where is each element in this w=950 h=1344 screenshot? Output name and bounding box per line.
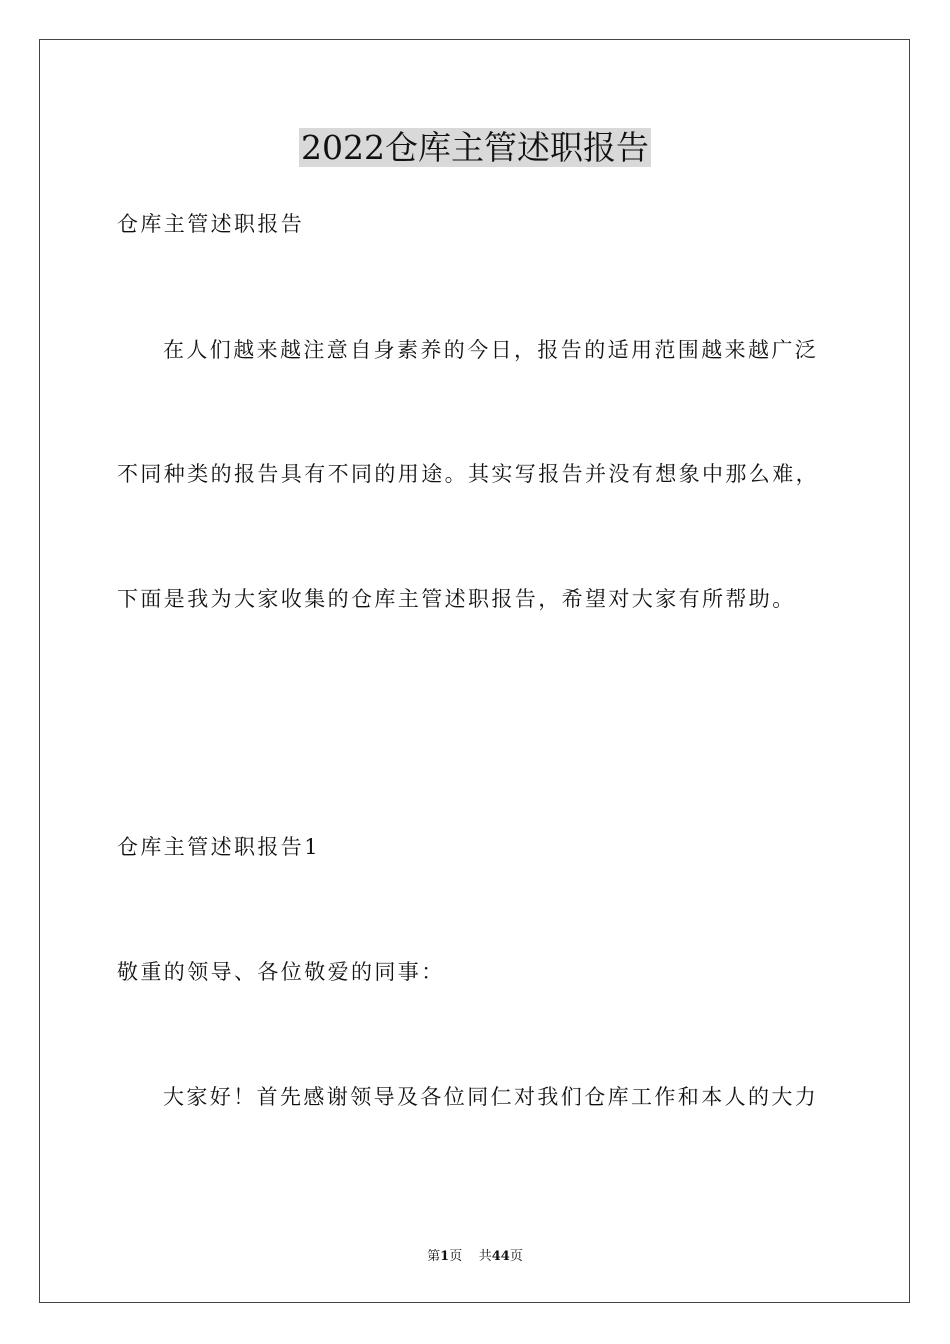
total-suffix: 页 <box>509 1249 523 1264</box>
page-number: 1 <box>440 1249 450 1264</box>
subtitle-line: 仓库主管述职报告 <box>117 212 305 236</box>
page-footer <box>0 1248 950 1266</box>
paragraph-line: 在人们越来越注意自身素养的今日，报告的适用范围越来越广泛 <box>163 338 819 362</box>
paragraph-line: 大家好！首先感谢领导及各位同仁对我们仓库工作和本人的大力 <box>163 1085 819 1109</box>
page-suffix: 页 <box>449 1249 463 1264</box>
paragraph-line: 不同种类的报告具有不同的用途。其实写报告并没有想象中那么难， <box>117 462 819 486</box>
salutation-line: 敬重的领导、各位敬爱的同事： <box>117 960 445 984</box>
paragraph-line: 下面是我为大家收集的仓库主管述职报告，希望对大家有所帮助。 <box>117 587 796 611</box>
document-title <box>0 128 950 168</box>
document-title-text: 2022仓库主管述职报告 <box>301 128 649 167</box>
section-heading: 仓库主管述职报告1 <box>117 835 320 859</box>
total-pages: 44 <box>491 1249 510 1264</box>
total-prefix: 共 <box>478 1249 492 1264</box>
page-prefix: 第 <box>427 1249 441 1264</box>
